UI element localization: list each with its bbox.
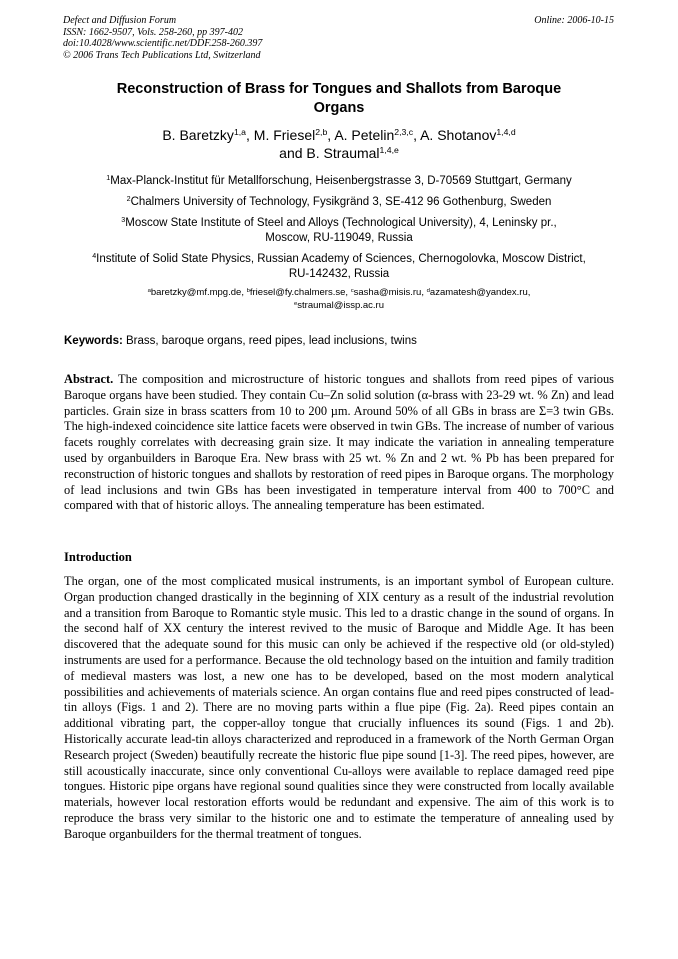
paper-title xyxy=(80,80,598,118)
email-sup: e xyxy=(293,300,298,307)
author-separator: , xyxy=(246,127,254,143)
affiliation-text: Chalmers University of Technology, Fysikgränd 3, SE-412 96 Gothenburg, Sweden xyxy=(130,196,552,208)
introduction-heading: Introduction xyxy=(64,550,132,564)
doi-line: doi:10.4028/www.scientific.net/DDF.258-260.397 xyxy=(63,38,263,49)
affiliation-1 xyxy=(60,174,618,189)
email-separator: , xyxy=(241,287,247,298)
email-separator: , xyxy=(527,287,531,298)
affiliation-text-cont: Moscow, RU-119049, Russia xyxy=(265,232,413,244)
email-link[interactable]: friesel@fy.chalmers.se xyxy=(249,287,346,298)
journal-name: Defect and Diffusion Forum xyxy=(63,15,177,26)
keywords xyxy=(64,335,417,347)
affiliation-text: Institute of Solid State Physics, Russian Academy of Sciences, Chernogolovka, Moscow District, xyxy=(96,253,586,265)
affiliation-text: Moscow State Institute of Steel and Alloys (Technological University), 4, Leninsky pr., xyxy=(125,217,557,229)
affiliation-num: 3 xyxy=(121,216,126,225)
affiliation-num: 4 xyxy=(92,252,97,261)
author-sup: 2,3,c xyxy=(394,127,414,138)
affiliation-num: 1 xyxy=(106,174,111,183)
author-name: and B. Straumal xyxy=(279,145,380,161)
author-list xyxy=(80,126,598,162)
author-separator: , xyxy=(327,127,335,143)
affiliation-text: Max-Planck-Institut für Metallforschung, Heisenbergstrasse 3, D-70569 Stuttgart, Germany xyxy=(110,175,572,187)
email-link[interactable]: baretzky@mf.mpg.de xyxy=(150,287,242,298)
title-line-1: Reconstruction of Brass for Tongues and Shallots from Baroque xyxy=(116,81,562,97)
abstract-text: The composition and microstructure of historic tongues and shallots from reed pipes of various Baroque organs have been studied. They contain Cu–Zn solid solution (α-brass with 23-29 wt. % Zn) and lead particles. Grain size in brass scatters from 10 to 200 µm. Around 50% of all GBs in brass are Σ=3 twin GBs. The high-indexed coincidence site lattice facets were observed in twin GBs. The increase of number of various facets roughly correlates with decreasing grain size. It may indicate the variation in annealing temperature used by organbuilders in Baroque Era. New brass with 25 wt. % Zn and 2 wt. % Pb has been prepared for reconstruction of historic tongues and shallots by restoration of reed pipes in Baroque organs. The morphology of lead inclusions and twin GBs has been investigated in temperature interval from 400 to 700°C and compared with that of historic alloys. The annealing temperature has been estimated. xyxy=(64,372,614,513)
introduction-text: The organ, one of the most complicated musical instruments, is an important symbol of European culture. Organ production changed drastically in the beginning of XIX century as a result of the industrial revolution and a transition from Baroque to Romantic style music. This led to a drastic change in the sound of organs. In the second half of XX century the interest revived to the music of Baroque and Middle Age. It has been discovered that the adequate sound for this music can only be achieved if the respective old (or old-styled) instruments are used for a performance. Because the old technology based on the intuition and family tradition of medieval masters was lost, a new one has to be developed, based on the most modern analytical possibilities and achievements of materials science. An organ contains flue and reed pipes constructed of lead-tin alloys (Figs. 1 and 2). There are no moving parts within a flue pipe (Fig. 2a). Reed pipes contain an additional vibrating part, the copper-alloy tongue that crucially influences its sound (Figs. 1 and 2b). Historically accurate lead-tin alloys characterized and reproduced in a framework of the North German Organ Research project (Sweden) beautifully recreate the historic flue pipe sound [1-3]. The reed pipes, however, are still acoustically inaccurate, since only conventional Cu-alloys were available to replace damaged reed pipe tongues. Historic pipe organs have regional sound qualities since they were constructed from locally available materials, however local restoration efforts would be redundant and expensive. The aim of this work is to reproduce the brass very similar to the historic one and to estimate the temperature of annealing used by Baroque organbuilders for the thermal treatment of tongues. xyxy=(64,574,614,841)
author-sup: 1,4,e xyxy=(379,145,399,156)
authors-line-2 xyxy=(80,144,598,162)
email-separator: , xyxy=(345,287,351,298)
author-sup: 1,4,d xyxy=(496,127,516,138)
email-separator: , xyxy=(421,287,427,298)
affiliation-text-cont: RU-142432, Russia xyxy=(288,268,390,280)
author-name: A. Shotanov xyxy=(420,127,497,143)
authors-line-1 xyxy=(80,126,598,144)
affiliation-2 xyxy=(60,195,618,210)
affiliation-4 xyxy=(60,252,618,282)
email-sup: a xyxy=(147,287,151,294)
email-link[interactable]: straumal@issp.ac.ru xyxy=(297,299,384,311)
journal-header xyxy=(63,15,262,61)
abstract-label: Abstract. xyxy=(64,372,114,386)
copyright-line: © 2006 Trans Tech Publications Ltd, Switzerland xyxy=(63,49,261,61)
email-link[interactable]: sasha@misis.ru xyxy=(353,287,422,298)
email-list xyxy=(80,287,598,312)
author-sup: 1,a xyxy=(233,127,246,138)
title-line-2: Organs xyxy=(313,100,365,116)
issn-line: ISSN: 1662-9507, Vols. 258-260, pp 397-402 xyxy=(63,26,243,38)
email-sup: d xyxy=(426,287,430,294)
author-separator: , xyxy=(413,127,421,143)
email-sup: c xyxy=(350,287,354,294)
author-name: M. Friesel xyxy=(253,127,316,143)
abstract xyxy=(64,372,614,514)
keywords-label: Keywords: xyxy=(64,335,123,347)
author-sup: 2,b xyxy=(315,127,328,138)
online-date: Online: 2006-10-15 xyxy=(534,15,614,26)
keywords-text: Brass, baroque organs, reed pipes, lead inclusions, twins xyxy=(122,335,417,347)
affiliation-3 xyxy=(60,216,618,246)
affiliation-num: 2 xyxy=(126,195,131,204)
author-name: A. Petelin xyxy=(334,127,395,143)
email-link[interactable]: azamatesh@yandex.ru xyxy=(429,287,528,298)
author-name: B. Baretzky xyxy=(162,127,234,143)
email-sup: b xyxy=(246,287,250,294)
